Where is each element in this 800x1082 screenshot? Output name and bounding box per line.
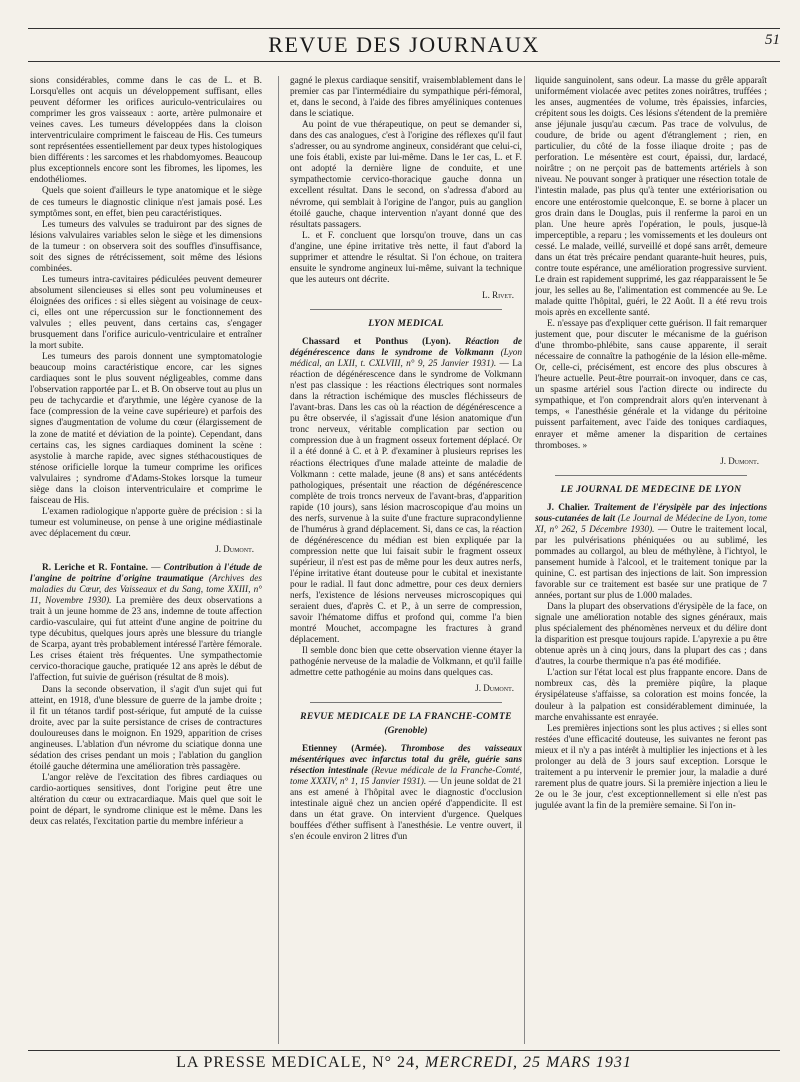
page-header <box>28 28 780 62</box>
section-heading: LE JOURNAL DE MEDECINE DE LYON <box>560 483 742 495</box>
article-title: Thrombose des vaisseaux mésentériques avec infarctus total du grêle, guérie sans résection intestinale <box>290 743 522 776</box>
paragraph: Dans la plupart des observations d'érysipèle de la face, on signale une amélioration notable des signes généraux, mais plus spécialement des phénomènes nerveux et du délire dont la disparition est presque toujours rapide. L'apyrexie a pu être obtenue après un à cinq jours, dans la plupart des cas ; dans d'autres, la courbe thermique n'a pas été modifiée. <box>535 602 767 668</box>
article-lead: R. Leriche et R. Fontaine. — Contribution à l'étude de l'angine de poitrine d'origine traumatique (Archives des maladies du Cœur, des Vaisseaux et du Sang, tome XXIII, n° 11, Novembre 1930). La première des deux observations a trait à un jeune homme de 23 ans, indemne de toute affection cardio-vasculaire, qui fut atteint d'une angine de poitrine du type décubitus, quelques jours après une blessure du triangle de Scarpa, ayant très probablement intéressé l'artère fémorale. Les crises étaient très fréquentes. Une sympathectomie cervico-thoracique gauche, pratiquée 12 ans après le début de l'affection, fut suivie de guérison (résultat de 8 mois). <box>30 563 262 684</box>
page-number: 51 <box>765 32 780 48</box>
footer-journal: LA PRESSE MEDICALE, <box>176 1054 368 1071</box>
article-title: Contribution à l'étude de l'angine de poitrine d'origine traumatique <box>30 563 262 585</box>
paragraph: Il semble donc bien que cette observation vienne étayer la pathogénie nerveuse de la maladie de Volkmann, et qu'il faille admettre cette pathogénie au moins dans quelques cas. <box>290 646 522 679</box>
running-title: REVUE DES JOURNAUX <box>268 32 540 57</box>
author-signature: J. Dumont. <box>475 683 514 694</box>
column-middle <box>290 76 522 1044</box>
paragraph: Les tumeurs intra-cavitaires pédiculées peuvent demeurer absolument silencieuses si elles sont peu volumineuses et éloignées des orifices : si elles siègent au voisinage de ceux-ci, elles ont une répercussion sur le fonctionnement des valvules ; elles peuvent, dans certains cas, s'engager brusquement dans l'orifice auriculo-ventriculaire et entraîner la mort subite. <box>30 274 262 352</box>
header-top-rule <box>28 28 780 29</box>
article-text: — Un jeune soldat de 21 ans est amené à l'hôpital avec le diagnostic d'occlusion intestinale aiguë chez un ancien opéré d'appendicite. Il est dans un état grave. On intervient d'urgence. Quelques bouffées d'éther suffisent à l'anesthésie. Le ventre ouvert, il s'en écoule environ 2 litres d'un <box>290 776 522 842</box>
paragraph: Au point de vue thérapeutique, on peut se demander si, dans des cas analogues, c'est à l'origine des réflexes qu'il faut s'adresser, ou au syndrome angineux, considérant que celui-ci, une fois établi, existe par lui-même. Dans le 1er cas, L. et F. ont adopté la dernière ligne de conduite, et une sympathectomie cervico-thoracique gauche donna un excellent résultat. Dans le second, on s'adressa d'abord au névrome, qui semblait à l'origine de l'angor, puis au ganglion étoilé gauche, chaque intervention n'ayant donné que des résultats passagers. <box>290 120 522 230</box>
article-source: (Revue médicale de la Franche-Comté, tome XXXIV, n° 1, 15 Janvier 1931). <box>290 765 522 787</box>
column-right <box>535 76 767 1044</box>
paragraph: Les tumeurs des valvules se traduiront par des signes de lésions valvulaires variables selon le siège et les dimensions de la tumeur : on observera soit des souffles d'insuffisance, soit des signes de rétrécissement, soit même des lésions combinées. <box>30 219 262 274</box>
article-text: — Outre le traitement local, par les pulvérisations phéniquées ou au sublimé, les pommades au collargol, au bleu de méthylène, à l'ichtyol, le pansement humide à l'alcool, et le traitement tonique par la quinine, C. est partisan des injections de lait. Son impression favorable sur ce traitement est basée sur une pratique de 7 années, portant sur plus de 1.000 malades. <box>535 524 767 602</box>
article-lead <box>290 337 522 646</box>
article-text: La première des deux observations a trait à un jeune homme de 23 ans, indemne de toute affection cardio-vasculaire, qui fut atteint d'une angine de poitrine du type décubitus, quelques jours après une blessure du triangle de Scarpa, ayant très probablement intéressé l'artère fémorale. Les crises étaient très fréquentes. Une sympathectomie cervico-thoracique gauche, pratiquée 12 ans après le début de l'affection, fut suivie de guérison (résultat de 8 mois). <box>30 596 262 684</box>
article-text: — La réaction de dégénérescence dans le syndrome de Volkmann n'est pas classique : les réactions électriques sont normales dans la rétraction ischémique des muscles fléchisseurs de l'avant-bras. Dans les cas où la réaction de dégénérescence a pu être observée, il s'agissait d'une lésion anatomique d'un tronc nerveux, véritable complication par section ou compression due à un fragment osseux fortement déplacé. Or il a été donné à C. et à P. d'examiner à plusieurs reprises les réactions électriques d'une malade atteinte de maladie de Volkmann : cette malade, jeune (8 ans) et sans antécédents pathologiques, présentait une réaction de dégénérescence complète de trois troncs nerveux de l'avant-bras, d'apparition rapide (10 jours), sans lésion macroscopique d'au moins un des nerfs, survenue à la suite d'une fracture supracondylienne de l'humérus à grand déplacement. Si, dans ce cas, la réaction de dégénérescence du médian est bien expliquée par la compression nette que lui faisait subir le fragment osseux supérieur, il n'est est pas de même pour les deux autres nerfs, l'épine irritative étant douteuse pour le cubital et inexistante pour le radial. Il faut donc admettre, pour ces deux derniers nerfs, l'existence de lésions nerveuses microscopiques qui seraient dues, d'après C. et P., à un serre de compression, savoir l'hématome diffus et profond qui, comme l'a bien montré Mouchet, accompagne les fractures à grand déplacement. <box>290 359 522 646</box>
paragraph: liquide sanguinolent, sans odeur. La masse du grêle apparaît uniformément violacée avec petites zones noirâtres, truffées ; les anses, augmentées de volume, très épaissies, infarcies, crépitent sous les doigts. Ces lésions s'étendent de la première anse jéjunale jusqu'au cæcum. Pas trace de volvulus, de coudure, de bride ou agent d'étranglement ; rien, en particulier, du côté de la fosse iliaque droite ; pas de perforation. Le mésentère est court, épaissi, dur, lardacé, noirâtre ; on ne perçoit pas de battements artériels à son niveau. Ne pouvant songer à pratiquer une résection totale de l'intestin malade, pas plus qu'à tenter une extériorisation ou encore une entérostomie quelconque, E. se borne à placer un gros drain dans le Douglas, puis il renferme la paroi en un plan. Une heure après l'opération, le pouls, jusque-là imperceptible, a reparu ; les vomissements et les douleurs ont cessé. Le malade, veillé, surveillé et dopé sans arrêt, demeure dans un état très précaire pendant quarante-huit heures, puis, contre toute espérance, une amélioration progressive survient. Le drain est rapidement supprimé, les gaz réapparaissent le 5e jour, les selles au 8e, l'alimentation est commencée au 9e. Le malade quitte l'hôpital, guéri, le 22 Août. Il a été revu trois mois après en excellente santé. <box>535 76 767 318</box>
paragraph: L'angor relève de l'excitation des fibres cardiaques ou cardio-aortiques sensitives, dont l'origine peut être une altération du cœur ou extracardiaque. Mais quel que soit le point de départ, le syndrome clinique est le même. Dans les deux cas relatés, l'excitation partie du membre inférieur a <box>30 772 262 828</box>
paragraph: Quels que soient d'ailleurs le type anatomique et le siège de ces tumeurs le diagnostic clinique n'est jamais posé. Les symptômes sont, en effet, bien peu caractéristiques. <box>30 186 262 219</box>
article-authors: Etienney (Armée). <box>302 743 387 754</box>
section-heading: REVUE MEDICALE DE LA FRANCHE-COMTE <box>300 711 512 723</box>
footer-date: MERCREDI, 25 MARS 1931 <box>425 1054 632 1071</box>
header-bottom-rule <box>28 61 780 62</box>
author-signature: J. Dumont. <box>215 543 254 554</box>
article-source: (Lyon médical, an LXII, t. CXLVIII, n° 9, 25 Janvier 1931). <box>290 348 522 370</box>
author-signature: J. Dumont. <box>720 455 759 466</box>
paragraph: Les tumeurs des parois donnent une symptomatologie beaucoup moins caractéristique encore, car les signes cardiaques sont le plus souvent négligeables, comme dans l'observation rapportée par L. et B. On observe tout au plus un peu de tachycardie et d'arythmie, une légère cyanose de la face (compression de la veine cave supérieure) et parfois des signes d'augmentation de volume du cœur (élargissement de la zone de matité et déviation de la pointe). Cependant, dans certains cas, les signes cardiaques dominent la scène : asystolie à marche rapide, avec signes stéthacoustiques de sténose orificielle lorque la tumeur comprime les orifices valvulaires ; syndrome d'Adams-Stokes lorsque la tumeur siège dans la cloison interventriculaire et comprime le faisceau de His. <box>30 352 262 506</box>
article-authors: J. Chalier. <box>547 502 590 513</box>
paragraph: Dans la seconde observation, il s'agit d'un sujet qui fut atteint, en 1918, d'une blessure de guerre de la jambe droite ; il fit un tétanos tardif post-sérique, fut amputé de la cuisse droite, avec par la suite persistance de crises de contractures douloureuses dans le moignon. En 1929, apparition de crises angineuses. L'ablation d'un névrome du sciatique donna une sédation des crises pendant un mois ; l'ablation du ganglion étoilé gauche détermina une amélioration très passagère. <box>30 684 262 772</box>
column-divider <box>278 76 279 1044</box>
article-authors: Chassard et Ponthus (Lyon). <box>302 336 451 347</box>
author-signature: L. Rivet. <box>482 289 514 300</box>
page-footer <box>28 1050 780 1078</box>
article-title: Traitement de l'érysipèle par des injections sous-cutanées de lait <box>535 502 767 524</box>
section-separator <box>310 702 502 703</box>
paragraph: L'examen radiologique n'apporte guère de précision : si la tumeur est volumineuse, on pense à une origine médiastinale avec déplacement du cœur. <box>30 506 262 539</box>
column-divider <box>524 76 525 1044</box>
article-source: (Le Journal de Médecine de Lyon, tome XI, n° 262, 5 Décembre 1930). <box>535 513 767 535</box>
article-lead <box>535 503 767 602</box>
section-subheading: (Grenoble) <box>384 724 428 736</box>
footer-issue: N° 24, <box>372 1054 421 1071</box>
paragraph: L. et F. concluent que lorsqu'on trouve, dans un cas d'angine, une épine irritative très nette, il faut d'abord la supprimer et attendre le résultat. Si l'on échoue, on traitera ensuite le syndrome angineux lui-même, suivant la technique que les auteurs ont décrite. <box>290 230 522 285</box>
article-authors: R. Leriche et R. Fontaine. <box>42 563 148 574</box>
article-title: Réaction de dégénérescence dans le syndrome de Volkmann <box>290 336 522 359</box>
article-lead <box>290 744 522 843</box>
section-separator <box>310 309 502 310</box>
section-separator <box>555 475 747 476</box>
paragraph: sions considérables, comme dans le cas de L. et B. Lorsqu'elles ont acquis un développement suffisant, elles peuvent déformer les orifices auriculo-ventriculaires ou comprimer les gros vaisseaux : aorte, artère pulmonaire et veines caves. Les tumeurs développées dans la cloison interventriculaire compriment le faisceau de His. Ces tumeurs sont représentées essentiellement par deux types histologiques bien différents : les sarcomes et les rhabdomyomes. Beaucoup plus exceptionnels encore sont les fibromes, les lipomes, les endothéliomes. <box>30 76 262 186</box>
column-left <box>30 76 262 1044</box>
paragraph: gagné le plexus cardiaque sensitif, vraisemblablement dans le premier cas par l'intermédiaire du sympathique péri-fémoral, et, dans le second, à l'aide des fibres amyéliniques contenues dans le sciatique. <box>290 76 522 120</box>
paragraph: E. n'essaye pas d'expliquer cette guérison. Il fait remarquer justement que, pour discuter le mécanisme de la guérison d'une thrombo-phlébite, sans cause apparente, il serait nécessaire de connaître la pathogénie de la lésion elle-même. Or, celle-ci, précisément, est encore des plus obscures à l'heure actuelle. Peut-être pourrait-on invoquer, dans ce cas, un spasme artériel sous l'action directe ou indirecte du sympathique, et l'on comprendrait alors qu'en intervenant à temps, « l'anesthésie générale et la vidange du péritoine puissent parfaitement, avec l'aide des toniques cardiaques, enrayer et même amener la disparition de certaines thromboses. » <box>535 319 767 451</box>
article-source: (Archives des maladies du Cœur, des Vaisseaux et du Sang, tome XXIII, n° 11, Novembre 1930). <box>30 574 262 607</box>
paragraph: Les premières injections sont les plus actives ; si elles sont restées d'une efficacité douteuse, les suivantes ne feront pas mieux et il n'y a pas intérêt à multiplier les injections et à les prolonger au delà de 3 jours sauf exception. Lorsque le traitement a pu intervenir le premier jour, la maladie a duré rarement plus de quatre jours. Si la première injection a lieu le 2e ou le 3e jour, c'est exceptionnellement si elle n'est pas jugulée avant la fin de la première semaine. Si l'on in- <box>535 723 767 811</box>
section-heading: LYON MEDICAL <box>368 317 444 329</box>
paragraph: L'action sur l'état local est plus frappante encore. Dans de nombreux cas, dès la première piqûre, la plaque érysipélateuse s'affaisse, sa coloration est moins foncée, la douleur à la palpation est considérablement diminuée, la marche envahissante est enrayée. <box>535 668 767 723</box>
